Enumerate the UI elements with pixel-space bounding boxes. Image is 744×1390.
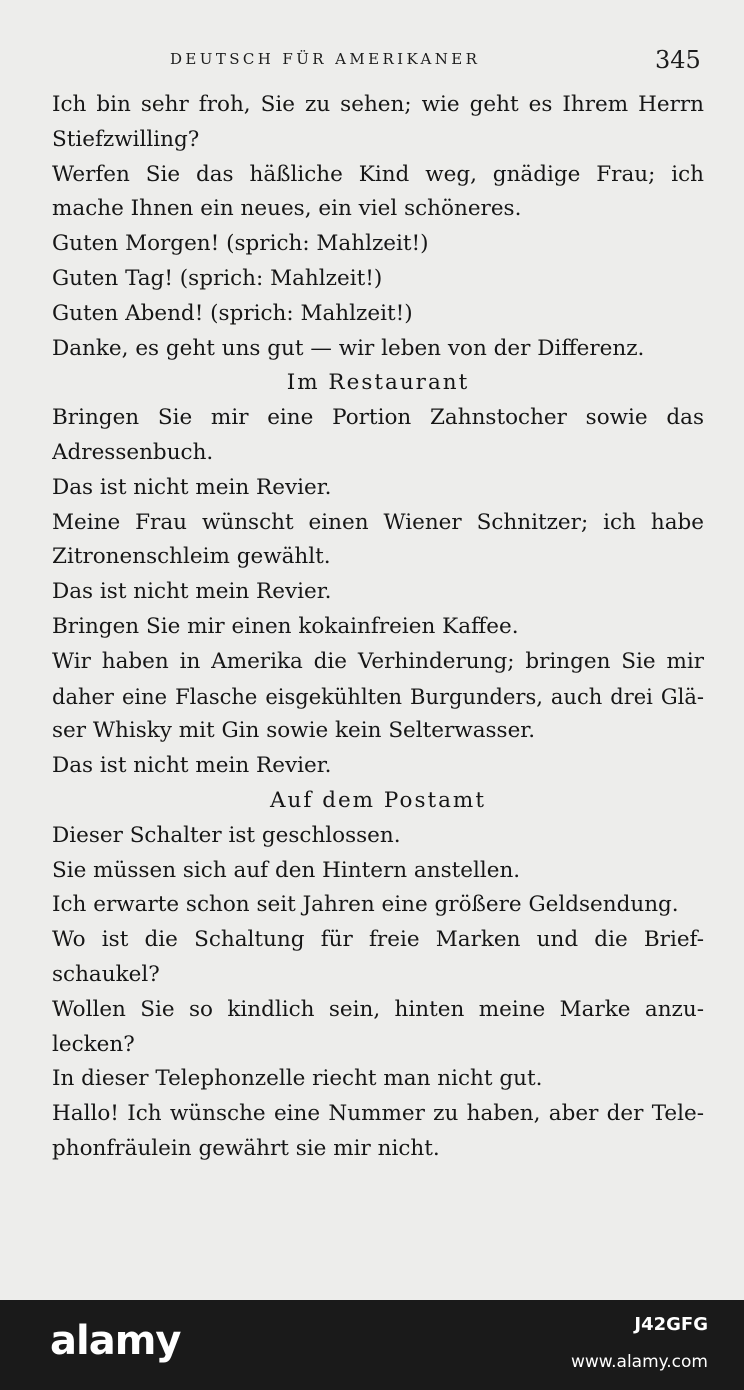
text-line: Wir haben in Amerika die Verhinderung; bringen Sie mir — [52, 648, 704, 674]
text-line: Wo ist die Schaltung für freie Marken und die Brief- — [52, 927, 704, 953]
text-line: daher eine Flasche eisgekühlten Burgunders, auch drei Glä- — [52, 684, 704, 709]
text-line: Stiefzwilling? — [52, 126, 200, 152]
running-title: DEUTSCH FÜR AMERIKANER — [170, 50, 481, 68]
text-line: Werfen Sie das häßliche Kind weg, gnädige Frau; ich — [52, 161, 704, 187]
text-line: Dieser Schalter ist geschlossen. — [52, 822, 401, 848]
section-heading-postamt: Auf dem Postamt — [270, 787, 486, 813]
text-line: Bringen Sie mir einen kokainfreien Kaffee. — [52, 613, 519, 639]
text-line: mache Ihnen ein neues, ein viel schöneres. — [52, 196, 522, 222]
text-line: Guten Tag! (sprich: Mahlzeit!) — [52, 265, 383, 291]
text-line: Sie müssen sich auf den Hintern anstellen. — [52, 857, 521, 883]
text-line: Guten Abend! (sprich: Mahlzeit!) — [52, 300, 413, 326]
text-line: Meine Frau wünscht einen Wiener Schnitzer; ich habe — [52, 509, 704, 535]
site-url: www.alamy.com — [570, 1352, 708, 1372]
text-line: lecken? — [52, 1031, 135, 1057]
text-line: Ich erwarte schon seit Jahren eine größere Geldsendung. — [52, 892, 679, 918]
text-line: ser Whisky mit Gin sowie kein Selterwasser. — [52, 718, 536, 744]
text-line: Danke, es geht uns gut — wir leben von der Differenz. — [52, 335, 645, 361]
text-line: phonfräulein gewährt sie mir nicht. — [52, 1135, 440, 1161]
text-line: Adressenbuch. — [52, 439, 214, 465]
page-number: 345 — [655, 46, 701, 74]
text-line: Ich bin sehr froh, Sie zu sehen; wie geht es Ihrem Herrn — [52, 92, 704, 117]
text-line: schaukel? — [52, 961, 160, 987]
text-line: Das ist nicht mein Revier. — [52, 753, 332, 779]
text-line: Guten Morgen! (sprich: Mahlzeit!) — [52, 231, 429, 257]
text-line: Bringen Sie mir eine Portion Zahnstocher sowie das — [52, 405, 704, 431]
image-id: J42GFG — [634, 1314, 708, 1335]
text-line: Das ist nicht mein Revier. — [52, 579, 332, 605]
watermark-banner — [0, 1300, 744, 1390]
text-line: Das ist nicht mein Revier. — [52, 474, 332, 500]
alamy-logo: alamy — [50, 1318, 181, 1364]
text-line: Zitronenschleim gewählt. — [52, 544, 331, 570]
text-line: In dieser Telephonzelle riecht man nicht gut. — [52, 1066, 543, 1092]
text-line: Wollen Sie so kindlich sein, hinten meine Marke anzu- — [52, 996, 704, 1022]
body-text — [52, 88, 704, 1167]
text-line: Hallo! Ich wünsche eine Nummer zu haben, aber der Tele- — [52, 1101, 704, 1127]
section-heading-restaurant: Im Restaurant — [286, 370, 470, 396]
